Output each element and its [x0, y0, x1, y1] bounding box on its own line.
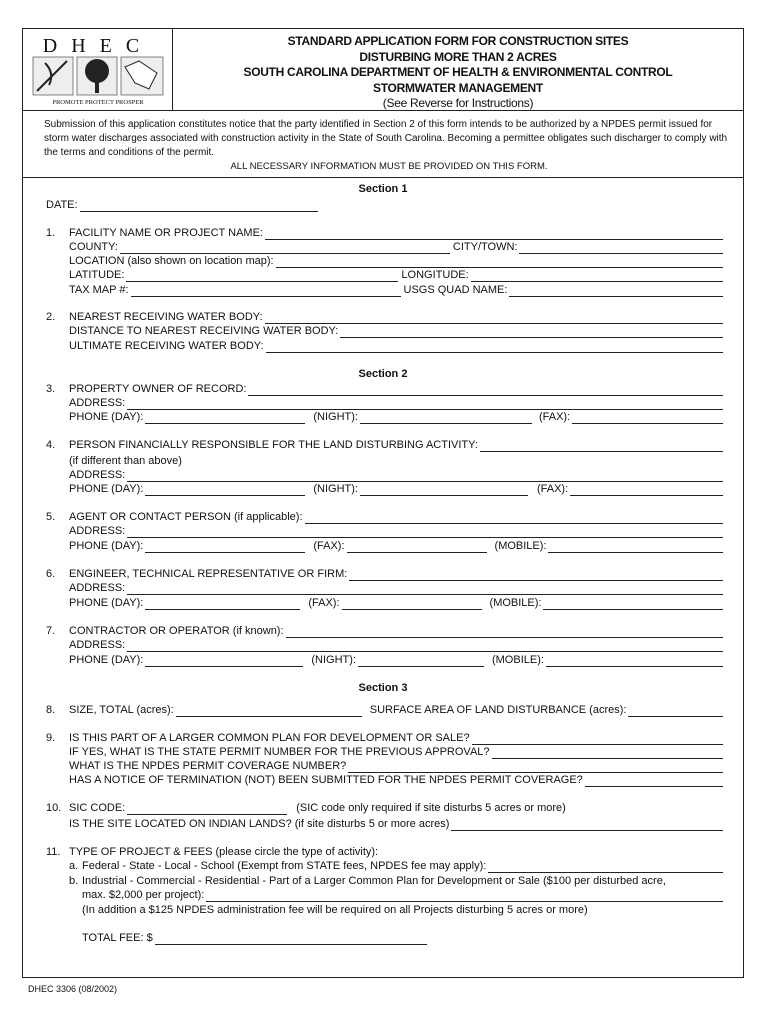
option-b-text-2: max. $2,000 per project): — [82, 889, 205, 901]
title-line: STANDARD APPLICATION FORM FOR CONSTRUCTION SITES — [287, 34, 629, 48]
admin-fee-note: (In addition a $125 NPDES administration fee will be required on all Projects disturbing 5 acres or more) — [82, 904, 588, 916]
surface-label: SURFACE AREA OF LAND DISTURBANCE (acres): — [369, 704, 627, 716]
night-label: (NIGHT): — [311, 654, 356, 666]
longitude-field[interactable] — [471, 270, 723, 282]
termination-label: HAS A NOTICE OF TERMINATION (NOT) BEEN SUBMITTED FOR THE NPDES PERMIT COVERAGE? — [69, 774, 583, 786]
mobile-label: (MOBILE): — [489, 597, 542, 609]
responsible-label: PERSON FINANCIALLY RESPONSIBLE FOR THE LAND DISTURBING ACTIVITY: — [69, 439, 478, 451]
contractor-label: CONTRACTOR OR OPERATOR (if known): — [69, 625, 284, 637]
contractor-field[interactable] — [286, 626, 723, 638]
location-field[interactable] — [276, 256, 723, 268]
title-line: DISTURBING MORE THAN 2 ACRES — [359, 49, 557, 64]
option-a-letter: a. — [69, 860, 79, 872]
owner-label: PROPERTY OWNER OF RECORD: — [69, 383, 247, 395]
engineer-fax-field[interactable] — [342, 598, 482, 610]
date-label: DATE: — [46, 199, 78, 211]
title-line: STORMWATER MANAGEMENT — [373, 80, 543, 95]
address-label: ADDRESS: — [69, 582, 126, 594]
distance-label: DISTANCE TO NEAREST RECEIVING WATER BODY: — [69, 325, 339, 337]
q3-number: 3. — [46, 383, 56, 395]
if-different-note: (if different than above) — [69, 455, 182, 467]
subtitle: (See Reverse for Instructions) — [382, 96, 534, 110]
county-label: COUNTY: — [69, 241, 118, 253]
common-plan-label: IS THIS PART OF A LARGER COMMON PLAN FOR DEVELOPMENT OR SALE? — [69, 732, 470, 744]
section-1-heading: Section 1 — [358, 183, 408, 195]
indian-lands-field[interactable] — [451, 819, 723, 831]
agent-phone-day-field[interactable] — [145, 541, 305, 553]
fax-label: (FAX): — [536, 483, 569, 495]
intro-text: Submission of this application constitutes notice that the party identified in Section 2 of this form intends to be authorized by a NPDES permit issued for storm water discharges associated with construction activity in the State of South Carolina. Becoming a permittee obligates such discharger to comply with the terms and conditions of the permit. — [44, 119, 728, 158]
indian-lands-label: IS THE SITE LOCATED ON INDIAN LANDS? (if site disturbs 5 or more acres) — [69, 818, 450, 830]
city-label: CITY/TOWN: — [452, 241, 518, 253]
option-b-letter: b. — [69, 875, 79, 887]
fax-label: (FAX): — [308, 597, 340, 609]
facility-label: FACILITY NAME OR PROJECT NAME: — [69, 227, 263, 239]
sic-note: (SIC code only required if site disturbs 5 acres or more) — [296, 802, 566, 814]
dhec-logo — [27, 33, 169, 106]
q2-number: 2. — [46, 311, 56, 323]
phone-label: PHONE (DAY): — [69, 654, 144, 666]
location-label: LOCATION (also shown on location map): — [69, 255, 274, 267]
sic-label: SIC CODE: — [69, 802, 126, 814]
header-divider — [172, 28, 173, 110]
contractor-mobile-field[interactable] — [546, 655, 723, 667]
form-title — [175, 34, 741, 112]
distance-field[interactable] — [340, 326, 723, 338]
owner-field[interactable] — [248, 384, 723, 396]
section-3-heading: Section 3 — [358, 682, 408, 694]
common-plan-field[interactable] — [472, 733, 723, 745]
project-type-label: TYPE OF PROJECT & FEES (please circle the type of activity): — [69, 846, 379, 858]
address-label: ADDRESS: — [69, 525, 126, 537]
form-number: DHEC 3306 (08/2002) — [28, 984, 118, 994]
engineer-label: ENGINEER, TECHNICAL REPRESENTATIVE OR FIRM: — [69, 568, 348, 580]
agent-mobile-field[interactable] — [548, 541, 723, 553]
option-a-text: Federal - State - Local - School (Exempt from STATE fees, NPDES fee may apply): — [82, 860, 487, 872]
section-2-heading: Section 2 — [358, 368, 408, 380]
q8-number: 8. — [46, 704, 56, 716]
surface-field[interactable] — [628, 705, 723, 717]
agent-label: AGENT OR CONTACT PERSON (if applicable): — [69, 511, 303, 523]
night-label: (NIGHT): — [313, 411, 358, 423]
option-b-text: Industrial - Commercial - Residential - Part of a Larger Common Plan for Development or Sale ($100 per disturbed acre, — [82, 875, 666, 887]
address-label: ADDRESS: — [69, 469, 126, 481]
svg-text:PROMOTE PROTECT PROSPER: PROMOTE PROTECT PROSPER — [52, 99, 144, 106]
county-field[interactable] — [120, 242, 450, 254]
owner-phone-day-field[interactable] — [145, 412, 305, 424]
phone-label: PHONE (DAY): — [69, 411, 144, 423]
facility-field[interactable] — [265, 228, 723, 240]
size-label: SIZE, TOTAL (acres): — [69, 704, 174, 716]
nearest-field[interactable] — [265, 312, 723, 324]
intro-rule — [22, 177, 744, 178]
agent-field[interactable] — [305, 512, 724, 524]
fax-label: (FAX): — [313, 540, 345, 552]
sic-field[interactable] — [127, 803, 287, 815]
latitude-field[interactable] — [126, 270, 398, 282]
address-label: ADDRESS: — [69, 639, 126, 651]
usgs-field[interactable] — [509, 285, 723, 297]
q5-number: 5. — [46, 511, 56, 523]
fax-label: (FAX): — [538, 411, 571, 423]
mobile-label: (MOBILE): — [494, 540, 547, 552]
mobile-label: (MOBILE): — [491, 654, 544, 666]
longitude-label: LONGITUDE: — [401, 269, 469, 281]
taxmap-label: TAX MAP #: — [69, 284, 129, 296]
address-label: ADDRESS: — [69, 397, 126, 409]
q1-number: 1. — [46, 227, 56, 239]
total-fee-field[interactable] — [155, 933, 427, 945]
coverage-number-label: WHAT IS THE NPDES PERMIT COVERAGE NUMBER? — [69, 760, 347, 772]
size-field[interactable] — [176, 705, 362, 717]
engineer-field[interactable] — [349, 569, 723, 581]
responsible-phone-day-field[interactable] — [145, 484, 305, 496]
responsible-field[interactable] — [480, 440, 723, 452]
agent-address-field[interactable] — [127, 526, 723, 538]
termination-field[interactable] — [585, 775, 723, 787]
phone-label: PHONE (DAY): — [69, 597, 144, 609]
owner-address-field[interactable] — [127, 398, 723, 410]
phone-label: PHONE (DAY): — [69, 483, 144, 495]
usgs-label: USGS QUAD NAME: — [403, 284, 508, 296]
intro-notice: ALL NECESSARY INFORMATION MUST BE PROVIDED ON THIS FORM. — [230, 161, 548, 172]
phone-label: PHONE (DAY): — [69, 540, 144, 552]
ultimate-label: ULTIMATE RECEIVING WATER BODY: — [69, 340, 264, 352]
contractor-phone-day-field[interactable] — [145, 655, 303, 667]
q11-number: 11. — [46, 846, 61, 858]
contractor-phone-night-field[interactable] — [358, 655, 484, 667]
coverage-number-field[interactable] — [348, 761, 723, 773]
engineer-phone-day-field[interactable] — [145, 598, 300, 610]
taxmap-field[interactable] — [131, 285, 401, 297]
engineer-mobile-field[interactable] — [543, 598, 723, 610]
agent-fax-field[interactable] — [347, 541, 487, 553]
city-field[interactable] — [519, 242, 723, 254]
q10-number: 10. — [46, 802, 62, 814]
ultimate-field[interactable] — [266, 341, 723, 353]
option-a-field[interactable] — [488, 861, 723, 873]
contractor-address-field[interactable] — [127, 640, 723, 652]
owner-fax-field[interactable] — [572, 412, 723, 424]
responsible-address-field[interactable] — [127, 470, 723, 482]
q4-number: 4. — [46, 439, 56, 451]
q7-number: 7. — [46, 625, 56, 637]
title-line: SOUTH CAROLINA DEPARTMENT OF HEALTH & ENVIRONMENTAL CONTROL — [243, 65, 673, 79]
date-field[interactable] — [80, 200, 318, 212]
intro — [44, 118, 734, 174]
q6-number: 6. — [46, 568, 56, 580]
total-fee-label: TOTAL FEE: $ — [82, 932, 153, 944]
previous-approval-field[interactable] — [492, 747, 723, 759]
previous-approval-label: IF YES, WHAT IS THE STATE PERMIT NUMBER FOR THE PREVIOUS APPROVAL? — [69, 746, 490, 758]
nearest-label: NEAREST RECEIVING WATER BODY: — [69, 311, 263, 323]
responsible-fax-field[interactable] — [570, 484, 723, 496]
q9-number: 9. — [46, 732, 56, 744]
latitude-label: LATITUDE: — [69, 269, 125, 281]
night-label: (NIGHT): — [313, 483, 358, 495]
option-b-field[interactable] — [206, 890, 723, 902]
svg-text:DHEC: DHEC — [42, 35, 154, 57]
responsible-phone-night-field[interactable] — [360, 484, 528, 496]
engineer-address-field[interactable] — [127, 583, 723, 595]
owner-phone-night-field[interactable] — [360, 412, 532, 424]
